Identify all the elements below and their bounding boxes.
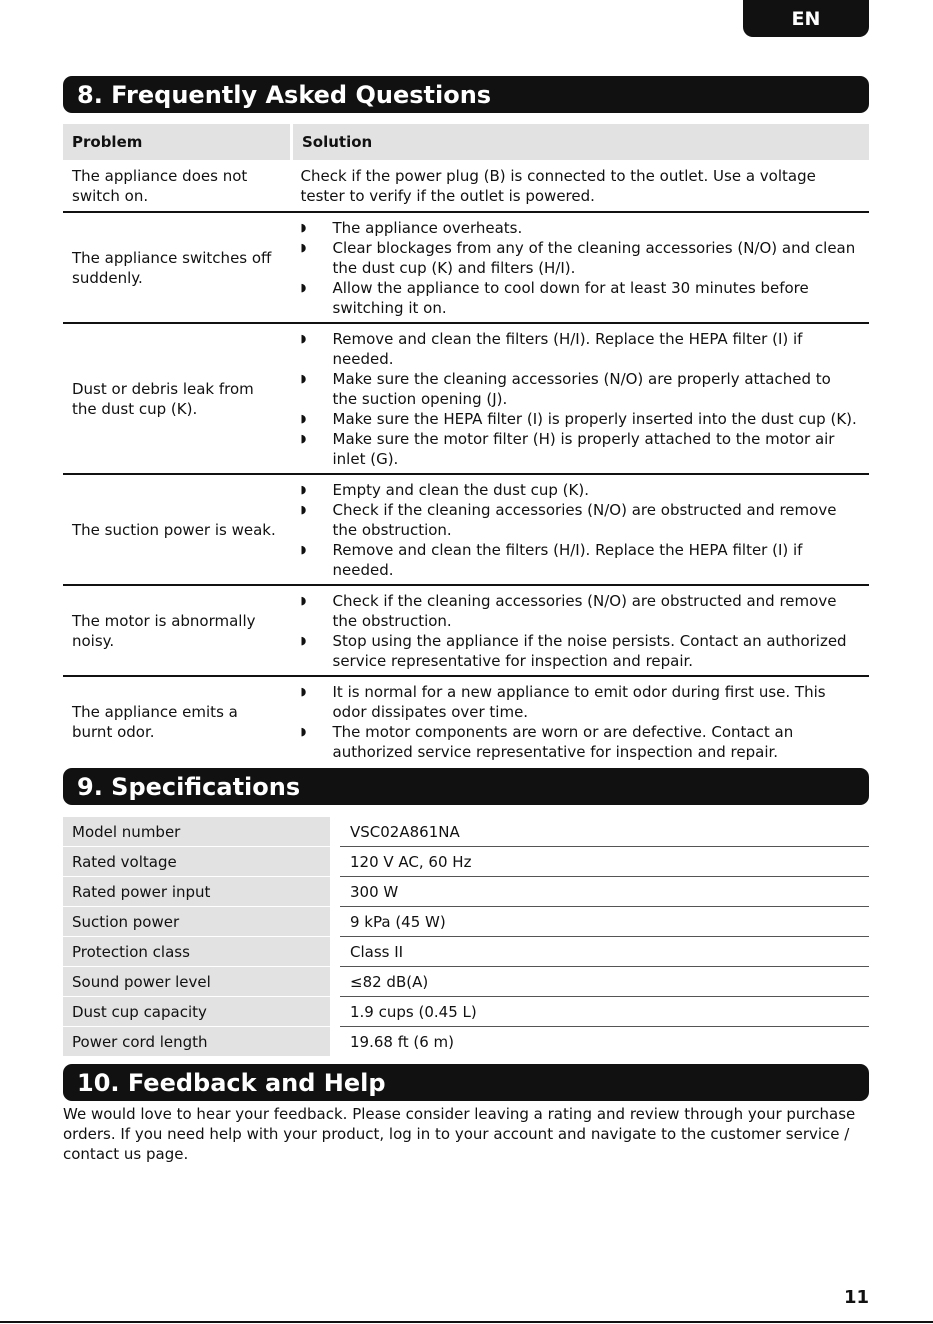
faq-row (63, 212, 869, 323)
half-circle-bullet-icon: ◗ (300, 685, 307, 698)
spec-label: Sound power level (63, 967, 330, 997)
spec-label: Suction power (63, 907, 330, 937)
faq-row (63, 323, 869, 474)
solution-text: Stop using the appliance if the noise persists. Contact an authorized service representative for inspection and repair. (332, 632, 847, 670)
solution-list (301, 682, 861, 762)
spec-gap (330, 877, 340, 907)
solution-text: The motor components are worn or are defective. Contact an authorized service representative for inspection and repair. (332, 723, 794, 761)
specs-section-title: 9. Specifications (63, 768, 869, 805)
solution-item (301, 429, 861, 469)
half-circle-bullet-icon: ◗ (300, 543, 307, 556)
solution-column-header: Solution (292, 124, 870, 160)
solution-item (301, 722, 861, 762)
half-circle-bullet-icon: ◗ (300, 594, 307, 607)
spec-value: ≤82 dB(A) (340, 967, 869, 997)
solution-text: Make sure the motor filter (H) is properly attached to the motor air inlet (G). (332, 430, 835, 468)
faq-row (63, 585, 869, 676)
spec-gap (330, 997, 340, 1027)
faq-row (63, 160, 869, 212)
spec-gap (330, 847, 340, 877)
solution-list (301, 329, 861, 469)
solution-item (301, 238, 861, 278)
solution-text: Check if the cleaning accessories (N/O) are obstructed and remove the obstruction. (332, 501, 837, 539)
half-circle-bullet-icon: ◗ (300, 483, 307, 496)
specs-body (63, 817, 869, 1057)
solution-list (301, 480, 861, 580)
half-circle-bullet-icon: ◗ (300, 372, 307, 385)
faq-solution: Check if the power plug (B) is connected to the outlet. Use a voltage tester to verify if the outlet is powered. (292, 160, 870, 212)
faq-solution (292, 323, 870, 474)
faq-problem: Dust or debris leak from the dust cup (K). (63, 323, 292, 474)
solution-list (301, 218, 861, 318)
solution-text: Clear blockages from any of the cleaning accessories (N/O) and clean the dust cup (K) and filters (H/I). (332, 239, 856, 277)
faq-table (63, 124, 869, 766)
faq-section-title: 8. Frequently Asked Questions (63, 76, 869, 113)
spec-label: Rated power input (63, 877, 330, 907)
spec-value: 120 V AC, 60 Hz (340, 847, 869, 877)
solution-text: It is normal for a new appliance to emit odor during first use. This odor dissipates over time. (332, 683, 826, 721)
half-circle-bullet-icon: ◗ (300, 241, 307, 254)
faq-solution (292, 676, 870, 766)
spec-row (63, 847, 869, 877)
solution-item (301, 329, 861, 369)
spec-label: Protection class (63, 937, 330, 967)
half-circle-bullet-icon: ◗ (300, 412, 307, 425)
solution-item (301, 540, 861, 580)
solution-item (301, 682, 861, 722)
spec-row (63, 817, 869, 847)
spec-gap (330, 907, 340, 937)
spec-row (63, 937, 869, 967)
solution-text: Make sure the HEPA filter (I) is properly inserted into the dust cup (K). (332, 410, 857, 428)
spec-value: 1.9 cups (0.45 L) (340, 997, 869, 1027)
spec-row (63, 1027, 869, 1057)
spec-row (63, 997, 869, 1027)
faq-problem: The motor is abnormally noisy. (63, 585, 292, 676)
spec-gap (330, 1027, 340, 1057)
faq-problem: The appliance does not switch on. (63, 160, 292, 212)
half-circle-bullet-icon: ◗ (300, 634, 307, 647)
specs-table (63, 817, 869, 1057)
problem-column-header: Problem (63, 124, 292, 160)
page-number: 11 (843, 1287, 869, 1308)
solution-text: Make sure the cleaning accessories (N/O) are properly attached to the suction opening (J). (332, 370, 831, 408)
spec-value: 300 W (340, 877, 869, 907)
solution-text: Allow the appliance to cool down for at least 30 minutes before switching it on. (332, 279, 809, 317)
language-tab: EN (743, 0, 869, 37)
spec-gap (330, 817, 340, 847)
solution-text: Empty and clean the dust cup (K). (332, 481, 589, 499)
half-circle-bullet-icon: ◗ (300, 221, 307, 234)
solution-item (301, 631, 861, 671)
half-circle-bullet-icon: ◗ (300, 503, 307, 516)
spec-label: Model number (63, 817, 330, 847)
solution-item (301, 218, 861, 238)
solution-item (301, 278, 861, 318)
spec-row (63, 877, 869, 907)
faq-solution (292, 474, 870, 585)
faq-body (63, 160, 869, 766)
solution-text: Remove and clean the filters (H/I). Replace the HEPA filter (I) if needed. (332, 330, 803, 368)
half-circle-bullet-icon: ◗ (300, 432, 307, 445)
faq-row (63, 676, 869, 766)
page-bottom-rule (0, 1321, 933, 1323)
solution-text: Check if the cleaning accessories (N/O) are obstructed and remove the obstruction. (332, 592, 837, 630)
spec-row (63, 907, 869, 937)
faq-solution (292, 212, 870, 323)
half-circle-bullet-icon: ◗ (300, 725, 307, 738)
faq-solution (292, 585, 870, 676)
spec-value: 9 kPa (45 W) (340, 907, 869, 937)
faq-problem: The appliance switches off suddenly. (63, 212, 292, 323)
solution-item (301, 480, 861, 500)
spec-gap (330, 937, 340, 967)
spec-value: 19.68 ft (6 m) (350, 1032, 455, 1051)
spec-value: Class II (340, 937, 869, 967)
spec-label: Rated voltage (63, 847, 330, 877)
solution-item (301, 369, 861, 409)
spec-label: Power cord length (63, 1027, 330, 1057)
solution-text: The appliance overheats. (332, 219, 523, 237)
spec-row (63, 967, 869, 997)
half-circle-bullet-icon: ◗ (300, 332, 307, 345)
solution-list (301, 591, 861, 671)
half-circle-bullet-icon: ◗ (300, 281, 307, 294)
solution-item (301, 409, 861, 429)
faq-problem: The suction power is weak. (63, 474, 292, 585)
spec-gap (330, 967, 340, 997)
solution-text: Remove and clean the filters (H/I). Replace the HEPA filter (I) if needed. (332, 541, 803, 579)
spec-label: Dust cup capacity (63, 997, 330, 1027)
solution-item (301, 591, 861, 631)
solution-item (301, 500, 861, 540)
feedback-paragraph: We would love to hear your feedback. Please consider leaving a rating and review through your purchase orders. If you need help with your product, log in to your account and navigate to the customer service / contact us page. (63, 1105, 856, 1163)
faq-row (63, 474, 869, 585)
feedback-section-title: 10. Feedback and Help (63, 1064, 869, 1101)
spec-value: VSC02A861NA (340, 817, 869, 847)
faq-problem: The appliance emits a burnt odor. (72, 702, 238, 741)
faq-header-row (63, 124, 869, 160)
